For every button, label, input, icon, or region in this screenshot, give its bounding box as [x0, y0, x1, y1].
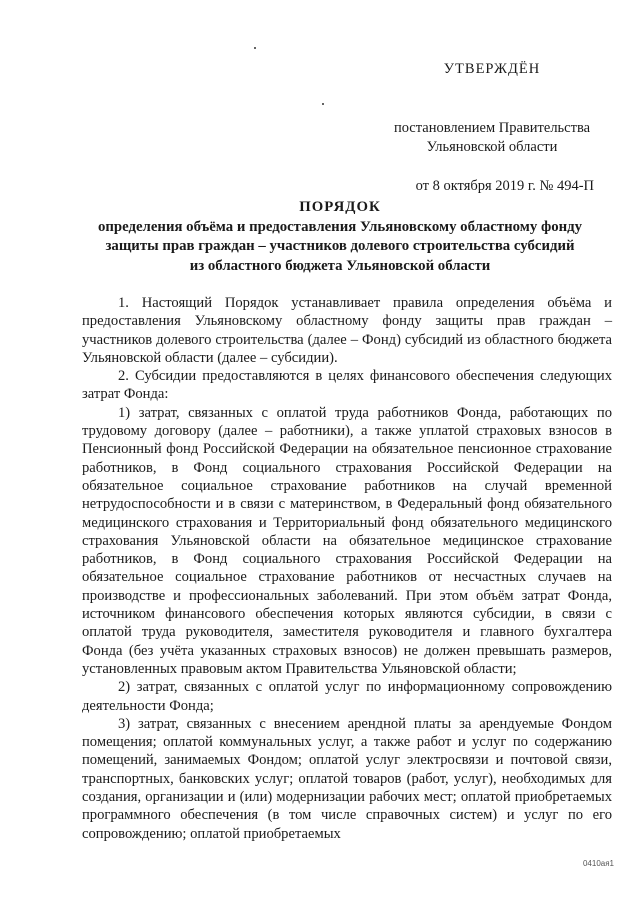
document-code: 0410ая1 — [582, 859, 614, 868]
paragraph-2-item-1: 1) затрат, связанных с оплатой труда работников Фонда, работающих по трудовому договору (далее – работники), а также уплатой страховых взносов в Пенсионный фонд Российской Федерации на обязательное пенсионное страхование работников, в Фонд социального страхования Российской Федерации на обязательное социальное страхование работников на случай временной нетрудоспособности и в связи с материнством, в Федеральный фонд обязательного медицинского страхования и Территориальный фонд обязательного медицинского страхования Ульяновской области на обязательное медицинское страхование работников, в Фонд социального страхования Российской Федерации на обязательное социальное страхование работников от несчастных случаев на производстве и профессиональных заболеваний. При этом объём затрат Фонда, источником финансового обеспечения которых являются субсидии, в связи с оплатой труда руководителя, заместителя руководителя и главного бухгалтера Фонда (без учёта указанных страховых взносов) не должен превышать размеров, установленных правовым актом Правительства Ульяновской области; — [82, 404, 612, 677]
document-subtitle-line: защиты прав граждан – участников долевого строительства субсидий — [105, 238, 575, 254]
document-subtitle-line: определения объёма и предоставления Ульяновскому областному фонду — [97, 218, 583, 235]
document-body — [82, 294, 612, 843]
paragraph-2-item-2: 2) затрат, связанных с оплатой услуг по информационному сопровождению деятельности Фонда; — [82, 679, 612, 714]
approval-line-2: Ульяновской области — [426, 139, 558, 155]
scan-speck — [254, 47, 256, 49]
approval-line-3: от 8 октября 2019 г. № 494-П — [415, 178, 594, 194]
paragraph-2: 2. Субсидии предоставляются в целях финансового обеспечения следующих затрат Фонда: — [82, 368, 612, 403]
approval-block — [372, 60, 612, 196]
document-title: ПОРЯДОК — [299, 199, 381, 215]
paragraph-1: 1. Настоящий Порядок устанавливает правила определения объёма и предоставления Ульяновскому областному фонду защиты прав граждан – участников долевого строительства (далее – Фонд) субсидий из областного бюджета Ульяновской области (далее – субсидии). — [82, 295, 612, 366]
document-heading — [60, 198, 620, 276]
scan-speck — [322, 103, 324, 105]
approval-line-1: постановлением Правительства — [393, 120, 591, 136]
document-subtitle-line: из областного бюджета Ульяновской области — [189, 257, 491, 274]
approval-title: УТВЕРЖДЁН — [443, 61, 541, 77]
paragraph-2-item-3: 3) затрат, связанных с внесением арендной платы за арендуемые Фондом помещения; оплатой коммунальных услуг, а также работ и услуг по содержанию помещений, занимаемых Фондом; оплатой услуг электросвязи и почтовой связи, транспортных, банковских услуг; оплатой товаров (работ, услуг), необходимых для создания, организации и (или) модернизации рабочих мест; оплатой приобретаемых программного обеспечения (в том числе справочных систем) и услуг по его сопровождению; оплатой приобретаемых — [82, 715, 612, 842]
